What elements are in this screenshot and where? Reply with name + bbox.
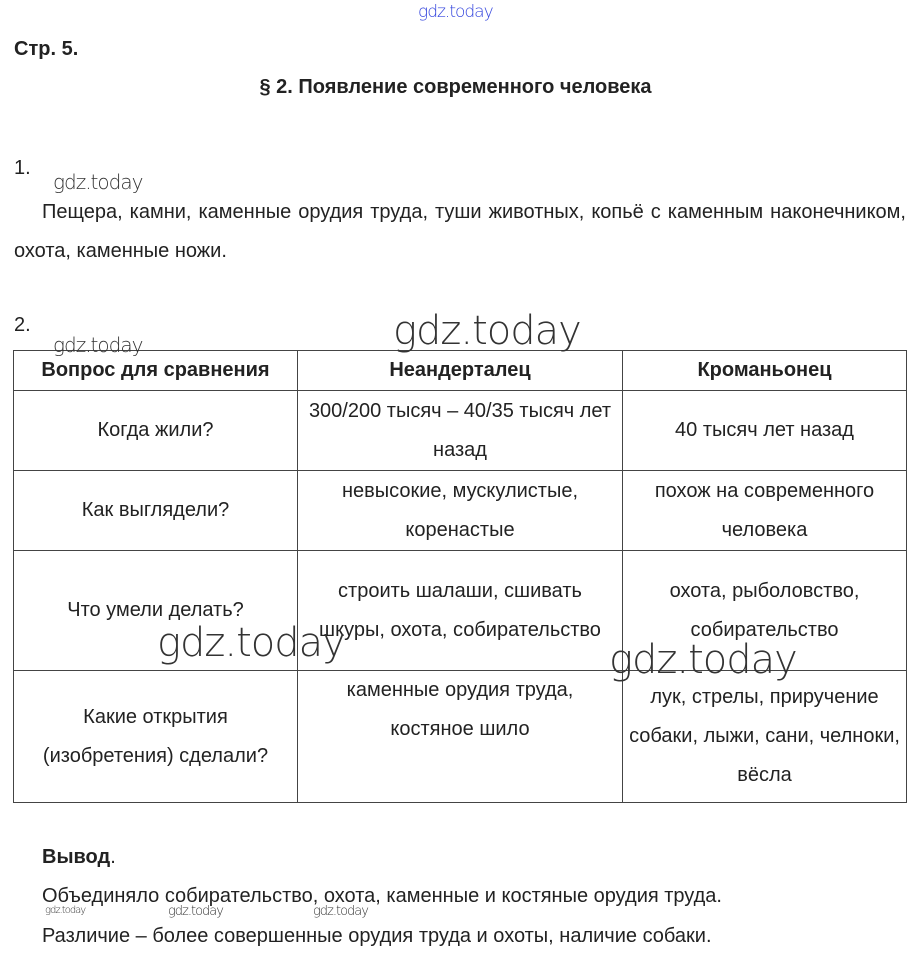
watermark: gdz.today	[53, 170, 143, 194]
header-cell: Кроманьонец	[623, 351, 907, 391]
table-cell: строить шалаши, сшивать шкуры, охота, собирательство	[298, 551, 623, 671]
table-cell: 40 тысяч лет назад	[623, 391, 907, 471]
table-cell: невысокие, мускулистые, коренастые	[298, 471, 623, 551]
table-cell: Когда жили?	[14, 391, 298, 471]
table-cell: Как выглядели?	[14, 471, 298, 551]
watermark: gdz.today	[45, 905, 86, 916]
table-cell: Что умели делать?	[14, 551, 298, 671]
watermark: gdz.today	[53, 333, 143, 357]
question-1-number: 1.	[14, 157, 31, 179]
watermark: gdz.today	[157, 620, 345, 666]
conclusion-label: Вывод.	[42, 846, 116, 868]
question-2-number: 2.	[14, 314, 31, 336]
table-row	[14, 391, 907, 471]
section-title-text: § 2. Появление современного человека	[259, 76, 652, 98]
table-cell: лук, стрелы, приручение собаки, лыжи, сани, челноки, вёсла	[623, 671, 907, 803]
table-cell: похож на современного человека	[623, 471, 907, 551]
section-title	[0, 76, 919, 99]
page-reference: Стр. 5.	[14, 38, 79, 60]
watermark: gdz.today	[609, 637, 797, 683]
table-cell: 300/200 тысяч – 40/35 тысяч лет назад	[298, 391, 623, 471]
table-cell: Какие открытия (изобретения) сделали?	[14, 671, 298, 803]
header-cell: Вопрос для сравнения	[14, 351, 298, 391]
watermark: gdz.today	[393, 308, 581, 354]
table-row	[14, 671, 907, 803]
watermark: gdz.today	[313, 904, 368, 919]
header-cell: Неандерталец	[298, 351, 623, 391]
conclusion-label-text: Вывод	[42, 846, 111, 868]
table-header-row	[14, 351, 907, 391]
comparison-table	[13, 350, 907, 803]
conclusion-similarity: Объединяло собирательство, охота, каменные и костяные орудия труда.	[42, 885, 722, 907]
conclusion-difference: Различие – более совершенные орудия труда и охоты, наличие собаки.	[42, 925, 712, 947]
watermark-top: gdz.today	[418, 2, 493, 22]
table-cell: каменные орудия труда, костяное шило	[298, 671, 623, 803]
table-cell: охота, рыболовство, собирательство	[623, 551, 907, 671]
question-1-answer: Пещера, камни, каменные орудия труда, туши животных, копьё с каменным наконечником, охота, каменные ножи.	[14, 201, 906, 262]
watermark: gdz.today	[168, 904, 223, 919]
table-row	[14, 471, 907, 551]
